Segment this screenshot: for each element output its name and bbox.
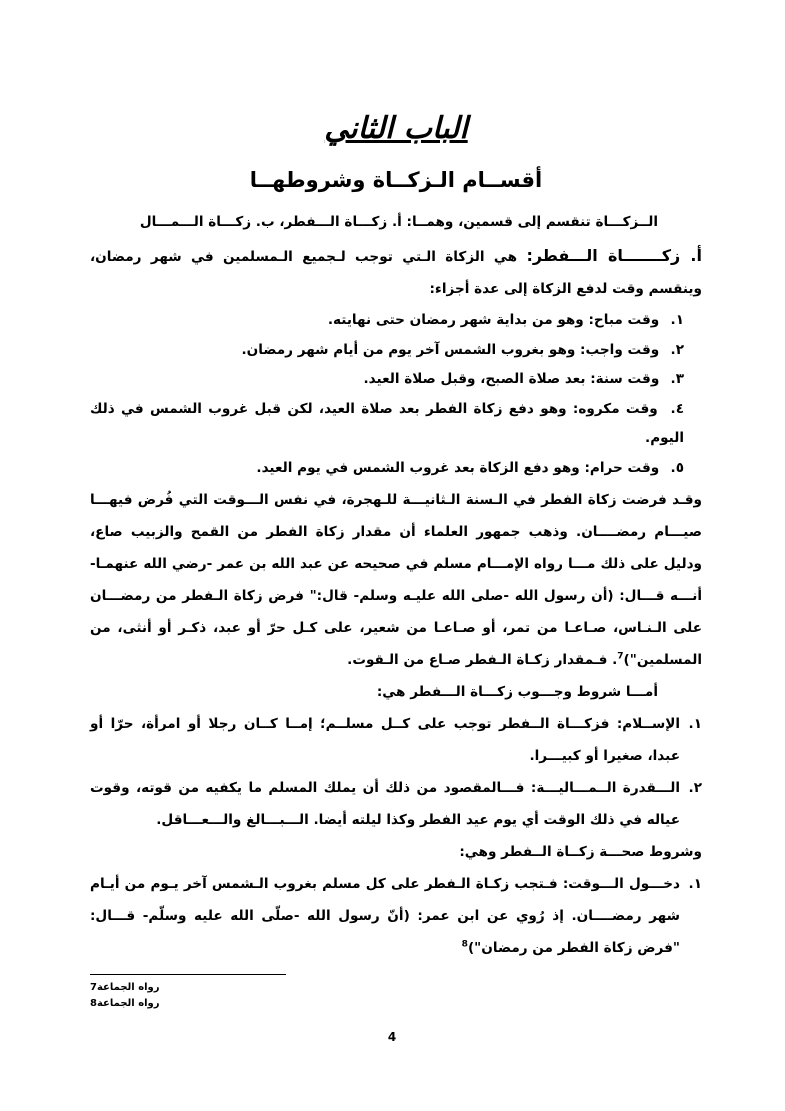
list-item <box>90 772 702 836</box>
list-number: ٢. <box>688 780 702 796</box>
footnote-ref: 7 <box>617 651 624 662</box>
page-number: 4 <box>387 1030 397 1044</box>
list-item <box>90 708 702 772</box>
history-tail: . فـمقدار زكـاة الـفطر صـاع من الـقوت. <box>347 652 618 668</box>
list-item <box>90 868 702 964</box>
list-number: ٣. <box>670 371 684 387</box>
payment-times-list <box>90 306 702 483</box>
zakat-fitr-lead: أ. زكـــــــاة الـــفطر: <box>526 246 702 265</box>
footnote-ref: 8 <box>461 939 468 950</box>
list-number: ١. <box>688 716 702 732</box>
footnote-divider <box>90 974 286 975</box>
obligation-list <box>90 708 702 836</box>
list-item <box>90 306 702 336</box>
list-text: وقت واجب: وهو بغروب الشمس آخر يوم من أيام شهر رمضان. <box>241 341 660 358</box>
list-number: ٤. <box>670 400 685 417</box>
list-number: ١. <box>670 312 684 328</box>
list-number: ٢. <box>670 341 684 358</box>
footnote: رواه الجماعة7 <box>90 982 160 993</box>
history-text: وقـد فرضت زكاة الفطر في الـسنة الـثانيـــة للـهجرة، في نفس الـــوقت التي فُرض فيهـــا صيـــام رمضــــان. وذهب جمهور العلماء أن مقدار زكاة الفطر من القمح والزبيب صاع، ودليل على ذلك مـــا رواه الإمـــام مسلم في صحيحه عن عبد الله بن عمر -رضي الله عنهمـا- أنـــه قـــال: (أن رسول الله -صلى الله عليـه وسلم- قال:" فرض زكاة الـفطر من رمضـــان على الـنـاس، صـاعـا من تمر، أو صـاعـا من شعير، على كـل حرّ أو عبد، ذكـر أو أنثى، من المسلمين") <box>90 492 702 668</box>
chapter-title: الباب الثاني <box>324 111 468 146</box>
intro-paragraph: الــزكـــاة تنقسم إلى قسمين، وهمــا: أ. زكـــاة الـــفطر، ب. زكـــاة الـــمـــال <box>139 214 658 230</box>
section-title: أقســام الـزكــاة وشروطهــا <box>249 168 543 192</box>
list-number: ١. <box>688 876 702 892</box>
page-content <box>90 108 702 964</box>
zakat-fitr-definition <box>90 240 702 305</box>
list-text: وقت مكروه: وهو دفع زكاة الفطر بعد صلاة العيد، لكن قبل غروب الشمس في ذلك اليوم. <box>90 400 684 446</box>
history-paragraph <box>90 484 702 676</box>
zakat-fitr-text: هي الزكاة الـتي توجب لـجميع الـمسلمين في شهر رمضان، وينقسم وقت لدفع الزكاة إلى عدة أجزاء: <box>90 249 702 297</box>
list-text: وقت مباح: وهو من بداية شهر رمضان حتى نهايته. <box>327 312 660 328</box>
footnote: رواه الجماعة8 <box>90 998 160 1009</box>
list-item <box>90 365 702 395</box>
list-text: الإســلام: فزكـــاة الــفطر توجب على كــل مسلــم؛ إمــا كــان رجلا أو امرأة، حرّا أو عبدا، صغيرا أو كبيـــرا. <box>90 716 680 764</box>
list-number: ٥. <box>670 459 684 476</box>
list-item <box>90 336 702 366</box>
list-text: الـــقدرة الــمـــاليـــة: فـــالمقصود من ذلك أن يملك المسلم ما يكفيه من قوته، وقوت عياله في ذلك الوقت أي يوم عيد الفطر وكذا ليلته أيضا. الـــبـــالغ والـــعـــاقل. <box>90 780 680 828</box>
footnotes <box>90 980 290 1012</box>
validity-list <box>90 868 702 964</box>
obligation-heading: أمـــا شروط وجـــوب زكـــاة الـــفطر هي: <box>376 684 658 700</box>
list-item <box>90 395 702 454</box>
list-text: دخـــول الـــوقت: فـتجب زكـاة الـفطر على كل مسلم بغروب الـشمس آخر يـوم من أيـام شهر رمضــــان. إذ رُوي عن ابن عمر: (أنّ رسول الله -صلّى الله عليه وسلّم- قـــال: "فرض زكاة الفطر من رمضان") <box>90 876 680 956</box>
list-text: وقت سنة: بعد صلاة الصبح، وقبل صلاة العيد. <box>363 371 660 387</box>
list-item <box>90 454 702 484</box>
list-text: وقت حرام: وهو دفع الزكاة بعد غروب الشمس في يوم العيد. <box>256 459 660 476</box>
validity-heading: وشروط صحـــة زكــاة الــفطر وهي: <box>459 844 702 860</box>
